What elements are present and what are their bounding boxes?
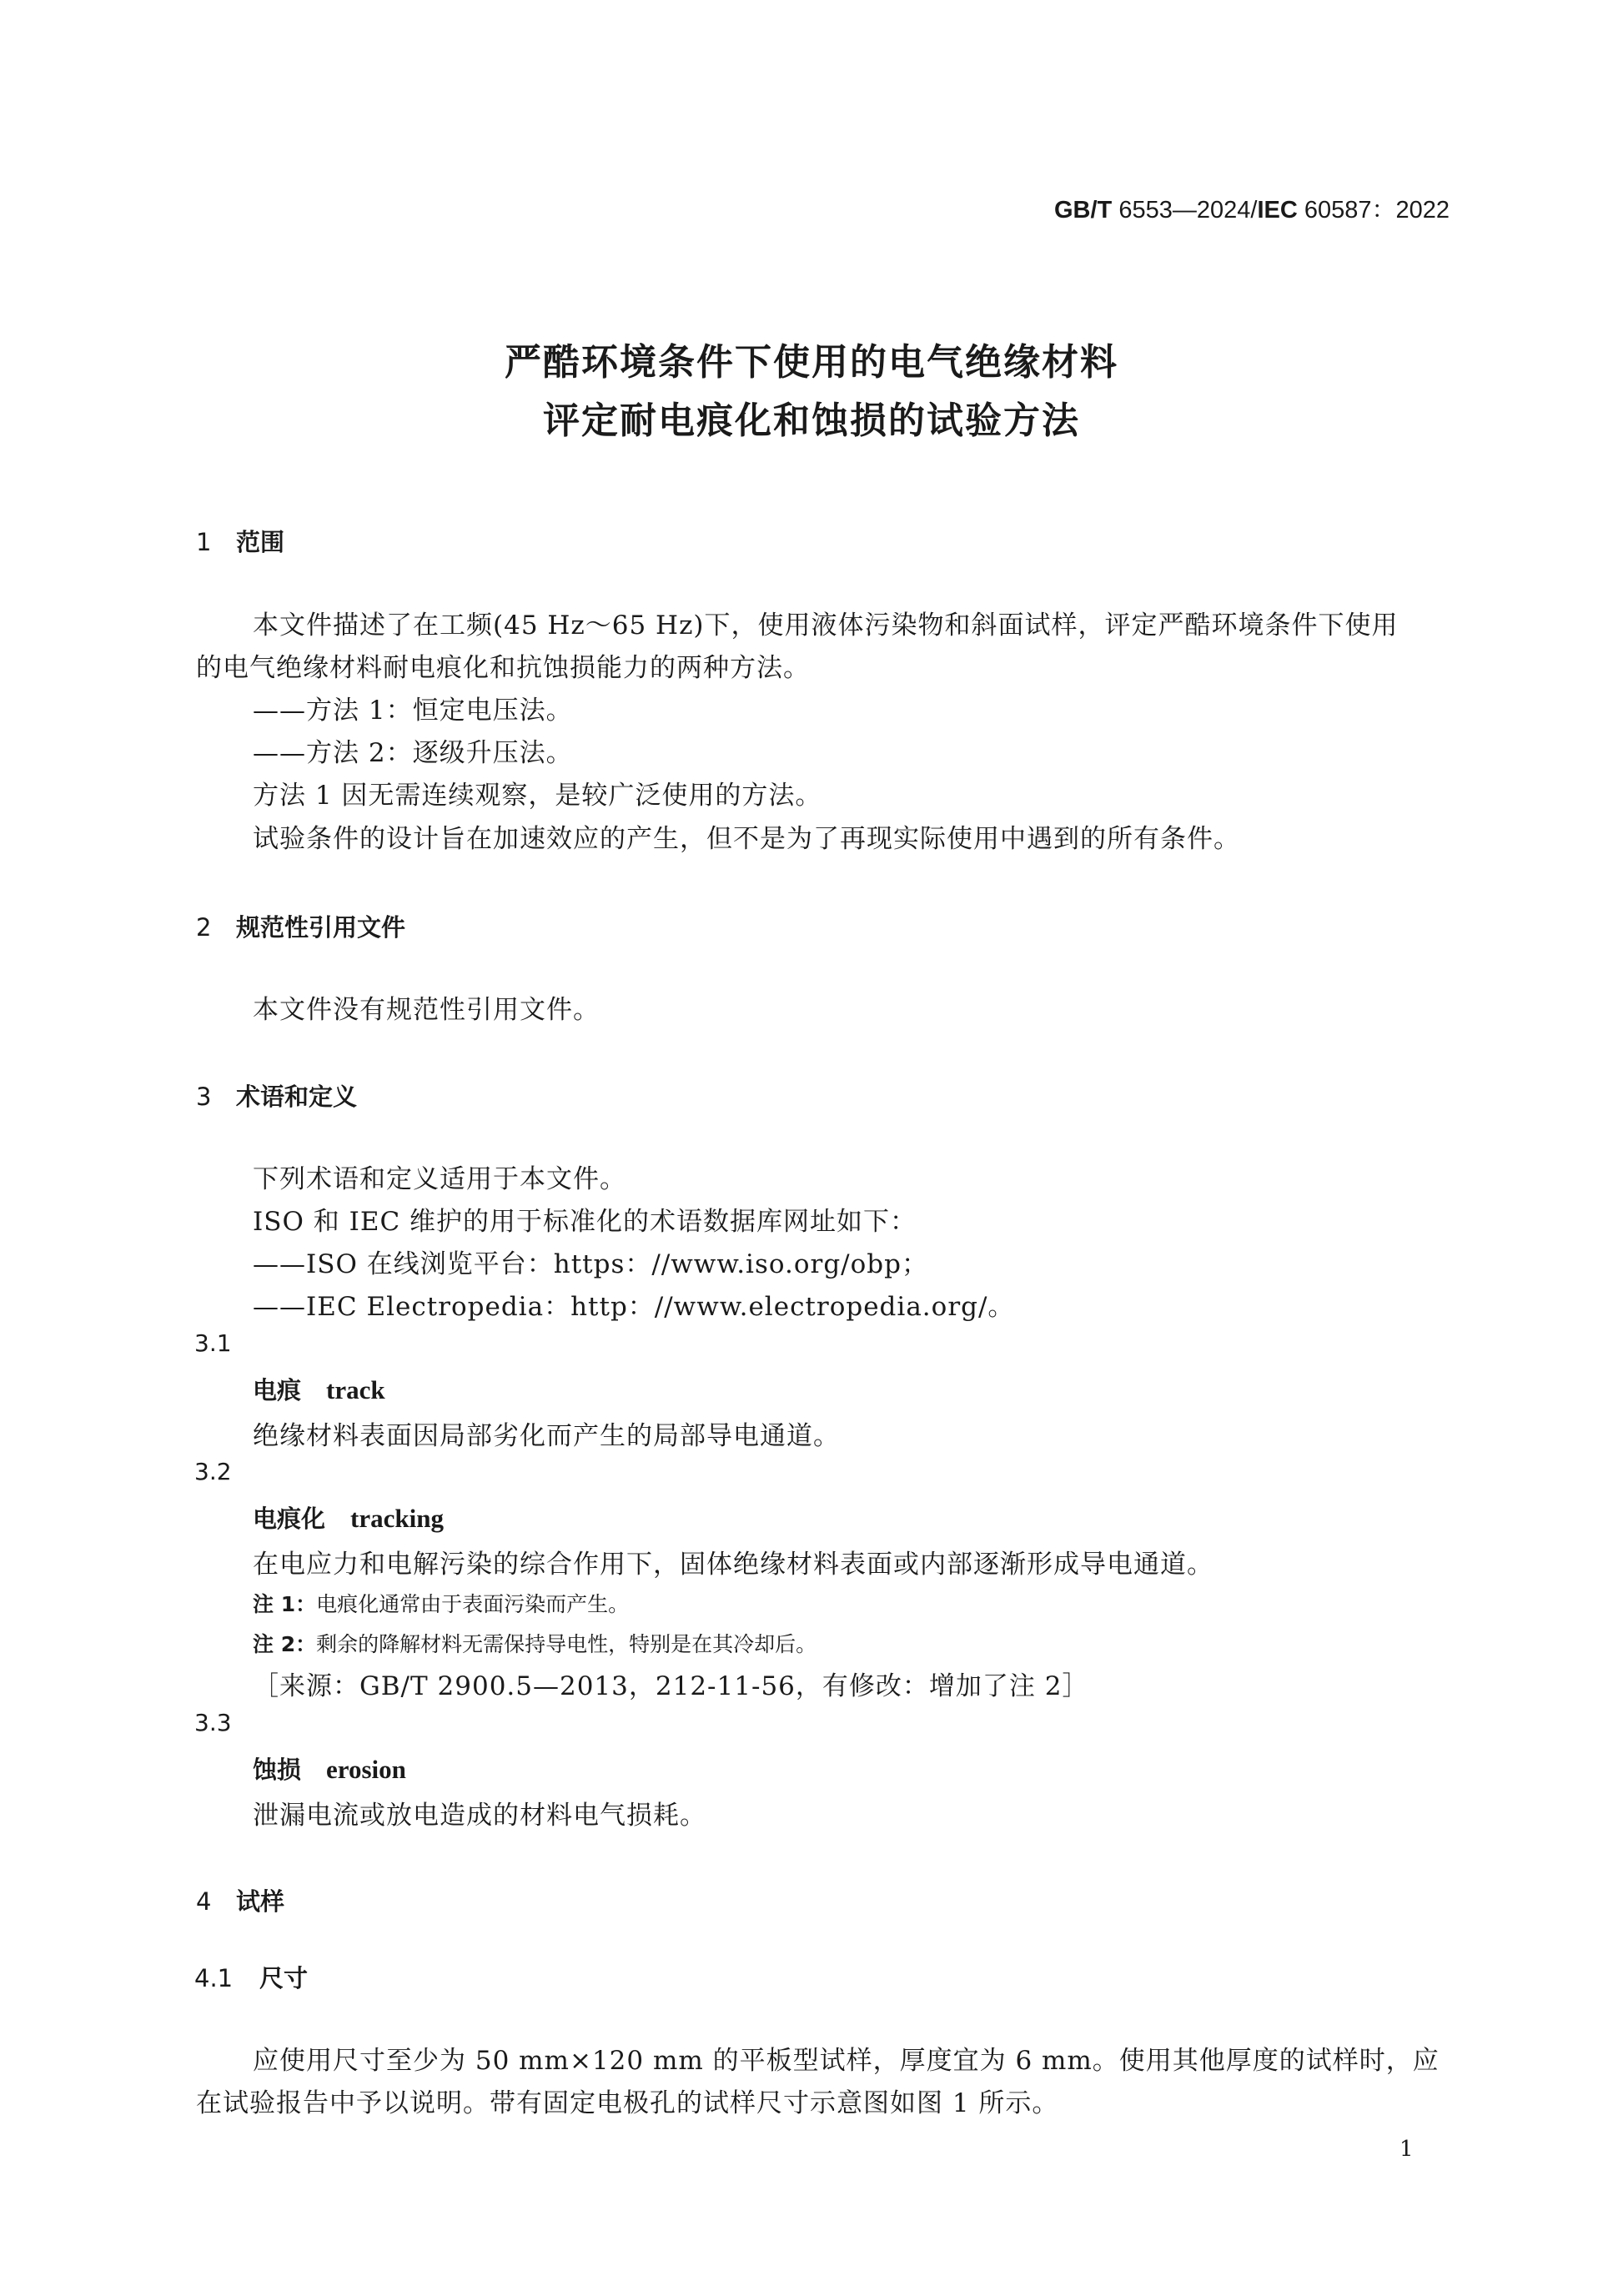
term-3-2-note-2: 注 2：剩余的降解材料无需保持导电性，特别是在其冷却后。: [253, 1632, 817, 1656]
term-3-1-number: 3.1: [194, 1329, 232, 1357]
s1-method-2: ——方法 2：逐级升压法。: [253, 738, 573, 768]
term-3-2-definition: 在电应力和电解污染的综合作用下，固体绝缘材料表面或内部逐渐形成导电通道。: [253, 1550, 1213, 1580]
section-2-heading: 2 规范性引用文件: [196, 913, 406, 942]
s1-method-1: ——方法 1：恒定电压法。: [253, 696, 573, 726]
s2-paragraph-1: 本文件没有规范性引用文件。: [253, 995, 600, 1025]
section-4-heading: 4 试样: [196, 1887, 285, 1916]
term-3-1: 电痕 track: [253, 1375, 385, 1404]
document-header: [1054, 191, 1450, 225]
term-3-2: 电痕化 tracking: [253, 1504, 444, 1533]
title-line-1: 严酷环境条件下使用的电气绝缘材料: [505, 341, 1118, 384]
term-3-3: 蚀损 erosion: [253, 1755, 406, 1784]
s1-paragraph-3: 试验条件的设计旨在加速效应的产生，但不是为了再现实际使用中遇到的所有条件。: [253, 824, 1240, 854]
s1-paragraph-1b: 的电气绝缘材料耐电痕化和抗蚀损能力的两种方法。: [196, 653, 810, 683]
term-3-2-source: ［来源：GB/T 2900.5—2013，212-11-56，有修改：增加了注 2］: [253, 1671, 1089, 1701]
standard-number: 6553—2024/: [1112, 197, 1258, 224]
page-number: 1: [1399, 2137, 1414, 2162]
standard-code: GB/T: [1054, 197, 1113, 224]
s1-paragraph-1a: 本文件描述了在工频(45 Hz～65 Hz)下，使用液体污染物和斜面试样，评定严酷环境条件下使用: [253, 610, 1399, 641]
iec-number: 60587：2022: [1297, 197, 1450, 224]
section-4-1-heading: 4.1 尺寸: [194, 1964, 309, 1992]
s41-paragraph-1a: 应使用尺寸至少为 50 mm×120 mm 的平板型试样，厚度宜为 6 mm。使用其他厚度的试样时，应: [253, 2046, 1440, 2076]
term-3-2-number: 3.2: [194, 1458, 232, 1485]
title-line-2: 评定耐电痕化和蚀损的试验方法: [543, 399, 1080, 442]
term-3-2-note-1: 注 1：电痕化通常由于表面污染而产生。: [253, 1592, 630, 1616]
section-3-heading: 3 术语和定义: [196, 1083, 358, 1111]
section-1-heading: 1 范围: [196, 528, 285, 556]
s3-paragraph-2: ISO 和 IEC 维护的用于标准化的术语数据库网址如下：: [253, 1207, 917, 1237]
term-3-3-number: 3.3: [194, 1709, 232, 1736]
term-3-1-definition: 绝缘材料表面因局部劣化而产生的局部导电通道。: [253, 1421, 840, 1451]
s3-list-iso: ——ISO 在线浏览平台：https：//www.iso.org/obp；: [253, 1249, 928, 1279]
iec-code: IEC: [1257, 197, 1298, 224]
s41-paragraph-1b: 在试验报告中予以说明。带有固定电极孔的试样尺寸示意图如图 1 所示。: [196, 2088, 1059, 2118]
term-3-3-definition: 泄漏电流或放电造成的材料电气损耗。: [253, 1801, 706, 1831]
s1-paragraph-2: 方法 1 因无需连续观察，是较广泛使用的方法。: [253, 781, 822, 811]
s3-paragraph-1: 下列术语和定义适用于本文件。: [253, 1164, 626, 1194]
s3-list-iec: ——IEC Electropedia：http：//www.electropedia.org/。: [253, 1292, 1015, 1322]
